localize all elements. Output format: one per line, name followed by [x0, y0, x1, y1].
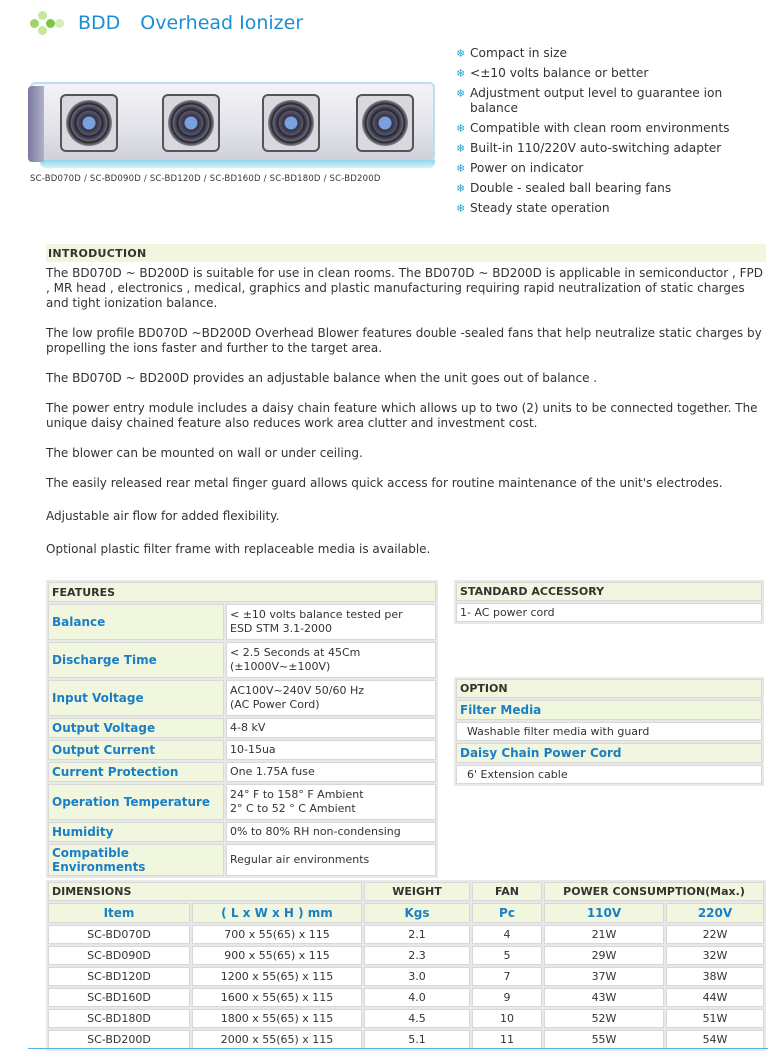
- fan-icon: [60, 94, 118, 152]
- snowflake-icon: ❄: [456, 87, 466, 100]
- table-row: Current Protection One 1.75A fuse: [48, 762, 436, 782]
- snowflake-icon: ❄: [456, 67, 466, 80]
- feature-bullets: [456, 46, 766, 221]
- logo-dots-icon: [28, 9, 68, 37]
- snowflake-icon: ❄: [456, 122, 466, 135]
- option-desc: 6' Extension cable: [456, 765, 762, 784]
- standard-accessory-item: 1- AC power cord: [456, 603, 762, 622]
- table-row: SC-BD090D 900 x 55(65) x 115 2.3 5 29W 32W: [48, 946, 764, 965]
- table-row: SC-BD180D 1800 x 55(65) x 115 4.5 10 52W 51W: [48, 1009, 764, 1028]
- introduction-text: [46, 266, 766, 572]
- fan-subheading: Pc: [472, 903, 542, 923]
- product-name: Overhead Ionizer: [140, 12, 304, 34]
- bullet-item: ❄ Compatible with clean room environments: [456, 121, 730, 135]
- intro-paragraph: The easily released rear metal finger guard allows quick access for routine maintenance of the unit's electrodes.: [46, 476, 723, 490]
- dimensions-table: [46, 880, 766, 1051]
- bullet-item: ❄ Adjustment output level to guarantee ion balance: [456, 86, 723, 115]
- intro-paragraph: The low profile BD070D ~BD200D Overhead Blower features double -sealed fans that help neutralize static charges by propelling the ions faster and further to the target area.: [46, 326, 762, 355]
- fan-icon: [162, 94, 220, 152]
- bullet-item: ❄ Steady state operation: [456, 201, 610, 215]
- fan-icon: [262, 94, 320, 152]
- table-row: Output Current 10-15ua: [48, 740, 436, 760]
- bullet-item: ❄ Power on indicator: [456, 161, 584, 175]
- footer-divider: [28, 1048, 768, 1049]
- page-title: [78, 12, 303, 34]
- snowflake-icon: ❄: [456, 182, 466, 195]
- intro-paragraph: Optional plastic filter frame with replaceable media is available.: [46, 542, 431, 556]
- standard-accessory-heading: STANDARD ACCESSORY: [456, 582, 762, 601]
- bullet-item: ❄ Built-in 110/220V auto-switching adapter: [456, 141, 722, 155]
- table-row: SC-BD120D 1200 x 55(65) x 115 3.0 7 37W 38W: [48, 967, 764, 986]
- table-row: SC-BD070D 700 x 55(65) x 115 2.1 4 21W 22W: [48, 925, 764, 944]
- snowflake-icon: ❄: [456, 142, 466, 155]
- snowflake-icon: ❄: [456, 202, 466, 215]
- table-row: Humidity 0% to 80% RH non-condensing: [48, 822, 436, 842]
- fan-heading: FAN: [472, 882, 542, 901]
- item-subheading: Item: [48, 903, 190, 923]
- product-caption: SC-BD070D / SC-BD090D / SC-BD120D / SC-BD160D / SC-BD180D / SC-BD200D: [30, 174, 381, 184]
- table-row: Input Voltage AC100V~240V 50/60 Hz (AC Power Cord): [48, 680, 436, 716]
- weight-heading: WEIGHT: [364, 882, 470, 901]
- 220v-subheading: 220V: [666, 903, 764, 923]
- table-row: Balance < ±10 volts balance tested per ESD STM 3.1-2000: [48, 604, 436, 640]
- option-table: [454, 677, 764, 786]
- weight-subheading: Kgs: [364, 903, 470, 923]
- table-row: SC-BD160D 1600 x 55(65) x 115 4.0 9 43W 44W: [48, 988, 764, 1007]
- features-heading: FEATURES: [48, 582, 436, 602]
- table-row: Output Voltage 4-8 kV: [48, 718, 436, 738]
- table-row: Compatible Environments Regular air environments: [48, 844, 436, 876]
- snowflake-icon: ❄: [456, 162, 466, 175]
- bullet-item: ❄ Compact in size: [456, 46, 568, 60]
- option-label: Daisy Chain Power Cord: [456, 743, 762, 763]
- snowflake-icon: ❄: [456, 47, 466, 60]
- dimensions-heading: DIMENSIONS: [48, 882, 362, 901]
- option-desc: Washable filter media with guard: [456, 722, 762, 741]
- standard-accessory-table: [454, 580, 764, 624]
- intro-paragraph: Adjustable air flow for added flexibility.: [46, 509, 280, 523]
- table-row: Discharge Time < 2.5 Seconds at 45Cm (±1000V~±100V): [48, 642, 436, 678]
- table-row: Operation Temperature 24° F to 158° F Ambient 2° C to 52 ° C Ambient: [48, 784, 436, 820]
- product-image: [30, 82, 435, 168]
- bullet-item: ❄ <±10 volts balance or better: [456, 66, 649, 80]
- option-label: Filter Media: [456, 700, 762, 720]
- fan-icon: [356, 94, 414, 152]
- intro-paragraph: The BD070D ~ BD200D is suitable for use in clean rooms. The BD070D ~ BD200D is applicable in semiconductor , FPD , MR head , electronics , medical, graphics and plastic manufacturing requiring rapid neutralization of static charges and tight ionization balance.: [46, 266, 763, 310]
- size-subheading: ( L x W x H ) mm: [192, 903, 362, 923]
- bullet-item: ❄ Double - sealed ball bearing fans: [456, 181, 672, 195]
- model-name: BDD: [78, 12, 121, 34]
- page-header: [28, 8, 303, 38]
- intro-paragraph: The BD070D ~ BD200D provides an adjustable balance when the unit goes out of balance .: [46, 371, 598, 385]
- power-heading: POWER CONSUMPTION(Max.): [544, 882, 764, 901]
- option-heading: OPTION: [456, 679, 762, 698]
- introduction-heading: INTRODUCTION: [46, 244, 766, 262]
- intro-paragraph: The power entry module includes a daisy chain feature which allows up to two (2) units to be connected together. The unique daisy chained feature also reduces work area clutter and investment cost.: [46, 401, 758, 430]
- table-row: SC-BD200D 2000 x 55(65) x 115 5.1 11 55W 54W: [48, 1030, 764, 1049]
- intro-paragraph: The blower can be mounted on wall or under ceiling.: [46, 446, 363, 460]
- features-table: [46, 580, 438, 878]
- 110v-subheading: 110V: [544, 903, 664, 923]
